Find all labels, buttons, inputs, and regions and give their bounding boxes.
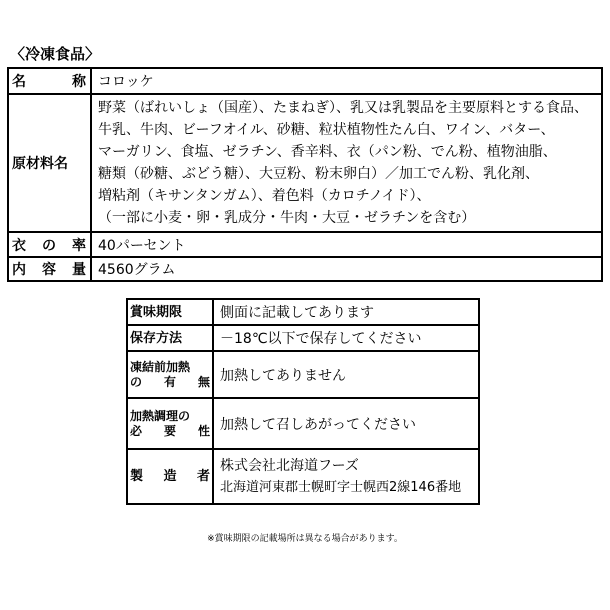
row-cooking [127,398,479,449]
row-preheated [127,351,479,398]
preheated-label-line-1: 凍結前加熱 [130,359,191,374]
maker-label-char: 者 [196,469,210,484]
content-label-char-2: 容 [42,262,56,278]
ingredients-value [91,94,602,232]
row-maker [127,449,479,504]
name-label-char-1: 名 [12,74,26,90]
coating-label-char-2: の [42,237,56,254]
storage-value: －18℃以下で保存してください [213,325,479,351]
row-ingredients [8,94,602,232]
content-label [8,257,91,281]
cooking-label-char: 性 [197,423,210,438]
cooking-label-char: 必 [130,423,143,438]
expiry-label-text: 賞味期限 [130,304,183,320]
storage-label-text: 保存方法 [130,330,183,346]
expiry-label [127,299,213,325]
name-label-char-2: 称 [72,74,86,90]
maker-address: 北海道河東郡士幌町字士幌西2線146番地 [220,479,462,495]
maker-name: 株式会社北海道フーズ [220,457,359,474]
ingredients-line: 野菜（ばれいしょ（国産）、たまねぎ）、乳又は乳製品を主要原料とする食品、 [98,100,588,116]
cooking-label-line-1: 加熱調理の [130,408,191,423]
name-value: コロッケ [91,68,602,94]
ingredients-line: （一部に小麦・卵・乳成分・牛肉・大豆・ゼラチンを含む） [98,210,476,226]
cooking-label [127,398,213,449]
maker-label [127,449,213,504]
name-label [8,68,91,94]
ingredients-label [8,94,91,232]
row-coating [8,232,602,257]
maker-label-char: 製 [130,469,144,484]
preheated-label-char: 有 [163,374,176,389]
coating-value: 40パーセント [91,232,602,257]
section-title: 〈冷凍食品〉 [10,45,101,63]
cooking-label-char: 要 [163,423,176,438]
preheated-label-char: 無 [197,374,210,389]
preheated-value: 加熱してありません [213,351,479,398]
ingredients-line: 糖類（砂糖、ぶどう糖）、大豆粉、粉末卵白）／加工でん粉、乳化剤、 [98,166,539,182]
content-label-char-1: 内 [12,262,26,278]
row-name [8,68,602,94]
ingredients-line: 増粘剤（キサンタンガム）、着色料（カロチノイド）、 [98,188,431,204]
maker-value [213,449,479,504]
storage-info-table [126,298,480,505]
product-label-table [7,67,603,282]
row-expiry [127,299,479,325]
ingredients-line: マーガリン、食塩、ゼラチン、香辛料、衣（パン粉、でん粉、植物油脂、 [98,144,557,160]
coating-label [8,232,91,257]
maker-label-char: 造 [163,469,177,484]
expiry-value: 側面に記載してあります [213,299,479,325]
ingredients-label-text: 原材料名 [12,156,68,172]
preheated-label-char: の [130,374,143,389]
content-value: 4560グラム [91,257,602,281]
row-storage [127,325,479,351]
storage-label [127,325,213,351]
row-content [8,257,602,281]
content-label-char-3: 量 [72,262,86,278]
coating-label-char-3: 率 [72,237,86,254]
expiry-location-note: ※賞味期限の記載場所は異なる場合があります。 [207,534,403,544]
ingredients-line: 牛乳、牛肉、ビーフオイル、砂糖、粒状植物性たん白、ワイン、バター、 [98,122,555,138]
cooking-value: 加熱して召しあがってください [213,398,479,449]
coating-label-char-1: 衣 [12,237,26,254]
preheated-label [127,351,213,398]
